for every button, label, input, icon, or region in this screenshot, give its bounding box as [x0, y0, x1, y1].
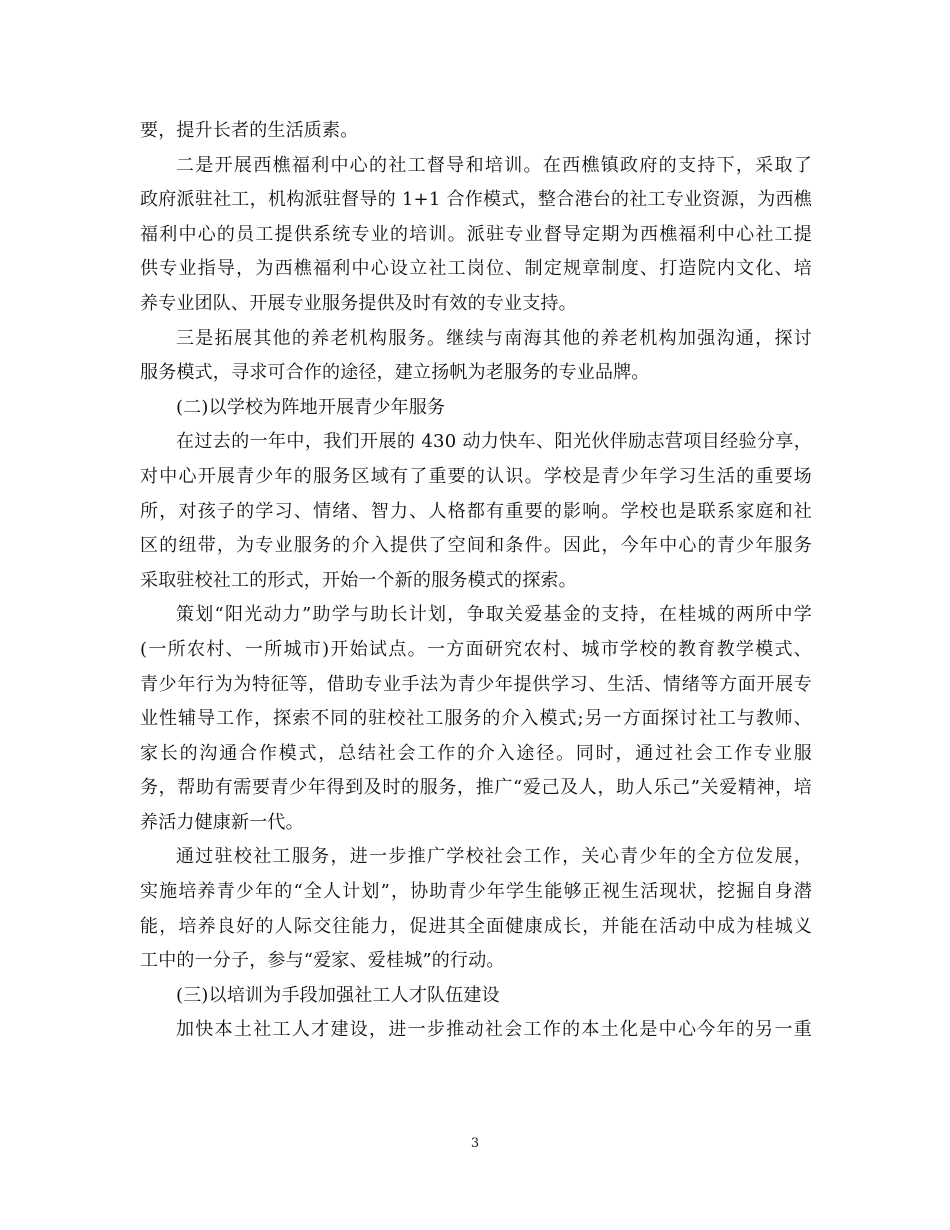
text-line: 供专业指导，为西樵福利中心设立社工岗位、制定规章制度、打造院内文化、培 [140, 258, 812, 280]
text-line: 家长的沟通合作模式，总结社会工作的介入途径。同时，通过社会工作专业服 [140, 742, 812, 764]
paragraph [140, 391, 812, 426]
text-line: 策划“阳光动力”助学与助长计划，争取关爱基金的支持，在桂城的两所中学 [176, 604, 812, 626]
text-line: 采取驻校社工的形式，开始一个新的服务模式的探索。 [140, 569, 577, 591]
text-line: 所，对孩子的学习、情绪、智力、人格都有重要的影响。学校也是联系家庭和社 [140, 500, 812, 522]
page-number: 3 [470, 1136, 480, 1151]
paragraph [140, 425, 812, 598]
text-line: 对中心开展青少年的服务区域有了重要的认识。学校是青少年学习生活的重要场 [140, 465, 812, 487]
text-line: 能，培养良好的人际交往能力，促进其全面健康成长，并能在活动中成为桂城义 [140, 915, 812, 937]
paragraph [140, 1013, 812, 1048]
text-line: 区的纽带，为专业服务的介入提供了空间和条件。因此，今年中心的青少年服务 [140, 535, 812, 557]
text-line: 通过驻校社工服务，进一步推广学校社会工作，关心青少年的全方位发展， [176, 846, 812, 868]
text-line: 在过去的一年中，我们开展的 430 动力快车、阳光伙伴励志营项目经验分享， [176, 431, 812, 453]
text-line: 二是开展西樵福利中心的社工督导和培训。在西樵镇政府的支持下，采取了 [176, 154, 812, 176]
paragraph [140, 149, 812, 322]
text-line: 加快本土社工人才建设，进一步推动社会工作的本土化是中心今年的另一重 [176, 1019, 812, 1041]
paragraph [140, 598, 812, 840]
paragraph [140, 114, 812, 149]
paragraph [140, 840, 812, 978]
text-line: 政府派驻社工，机构派驻督导的 1+1 合作模式，整合港台的社工专业资源，为西樵 [140, 189, 812, 211]
text-line: 服务模式，寻求可合作的途径，建立扬帆为老服务的专业品牌。 [140, 362, 650, 384]
text-line: 青少年行为为特征等，借助专业手法为青少年提供学习、生活、情绪等方面开展专 [140, 673, 812, 695]
text-line: 福利中心的员工提供系统专业的培训。派驻专业督导定期为西樵福利中心社工提 [140, 223, 812, 245]
text-line: 养专业团队、开展专业服务提供及时有效的专业支持。 [140, 292, 577, 314]
text-line: 实施培养青少年的“全人计划”，协助青少年学生能够正视生活现状，挖掘自身潜 [140, 881, 812, 903]
text-line: 务，帮助有需要青少年得到及时的服务，推广“爱己及人，助人乐己”关爱精神，培 [140, 777, 812, 799]
text-line: (二)以学校为阵地开展青少年服务 [176, 396, 446, 418]
document-body [140, 114, 812, 1048]
paragraph [140, 979, 812, 1014]
text-line: 业性辅导工作，探索不同的驻校社工服务的介入模式;另一方面探讨社工与教师、 [140, 708, 812, 730]
paragraph [140, 322, 812, 391]
text-line: 养活力健康新一代。 [140, 811, 304, 833]
text-line: (一所农村、一所城市)开始试点。一方面研究农村、城市学校的教育教学模式、 [140, 638, 812, 660]
text-line: 三是拓展其他的养老机构服务。继续与南海其他的养老机构加强沟通，探讨 [176, 327, 812, 349]
text-line: 工中的一分子，参与“爱家、爱桂城”的行动。 [140, 950, 505, 972]
text-line: 要，提升长者的生活质素。 [140, 120, 359, 141]
text-line: (三)以培训为手段加强社工人才队伍建设 [176, 984, 500, 1006]
